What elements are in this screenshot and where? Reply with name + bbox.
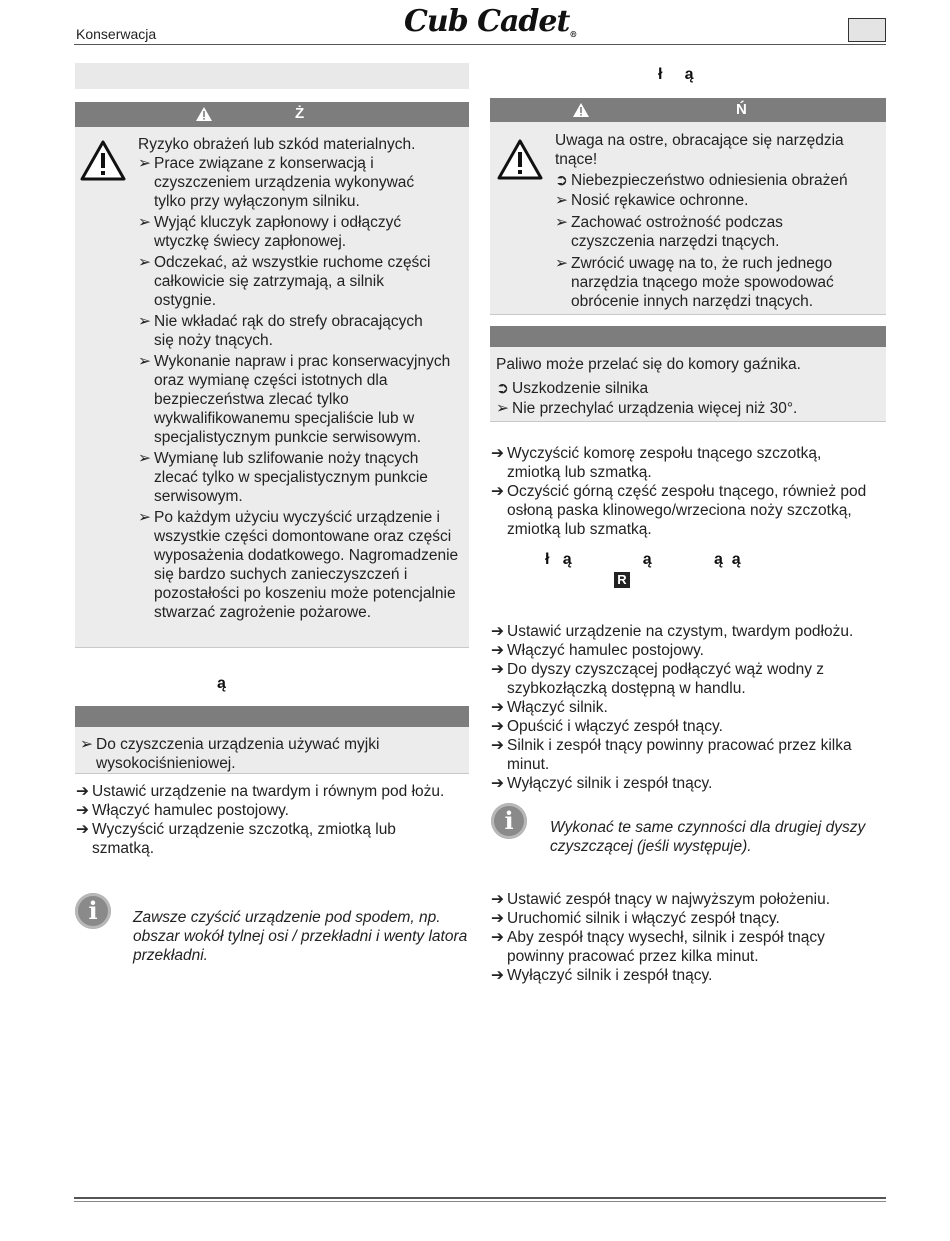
right-warning-list — [555, 171, 880, 311]
list-item: ➢ Wymianę lub szlifowanie noży tnących zlecać tylko w specjalistycznym punkcie serwisowym. — [138, 450, 428, 505]
step-item: ➔ Aby zespół tnący wysechł, silnik i zespół tnący powinny pracować przez kilka minut. — [491, 929, 825, 965]
consequence-item: ➲ Uszkodzenie silnika — [496, 380, 649, 397]
warning-small-icon — [572, 102, 590, 118]
list-item: ➢ Zwrócić uwagę na to, że ruch jednego narzędzia tnącego może spowodować obrócenie innych narzędzi tnących. — [555, 255, 834, 310]
list-item: ➢ Do czyszczenia urządzenia używać myjki wysokociśnieniowej. — [80, 736, 380, 772]
step-item: ➔ Wyczyścić urządzenie szczotką, zmiotką lub szmatką. — [76, 821, 396, 857]
right-steps-a — [491, 444, 876, 539]
list-item: ➢ Nie wkładać rąk do strefy obracających się noży tnących. — [138, 313, 423, 349]
right-notice-box — [490, 347, 886, 422]
list-item: ➢ Prace związane z konserwacją i czyszczeniem urządzenia wykonywać tylko przy wyłączonym silniku. — [138, 155, 415, 210]
right-steps-c — [491, 890, 871, 985]
left-warning-title: Ż — [295, 105, 305, 122]
step-item: ➔ Włączyć hamulec postojowy. — [491, 642, 704, 659]
right-notice-header — [490, 326, 886, 347]
consequence-item: ➲ Niebezpieczeństwo odniesienia obrażeń — [555, 172, 848, 189]
footer-rule — [74, 1201, 886, 1202]
warning-icon — [497, 138, 543, 180]
left-info-note: Zawsze czyścić urządzenie pod spodem, np. obszar wokół tylnej osi / przekładni i wenty latora przekładni. — [133, 909, 468, 964]
list-item: ➢ Wykonanie napraw i prac konserwacyjnych oraz wymianę części istotnych dla bezpieczeństwa zlecać tylko wykwalifikowanemu specjaliście lub w specjalistycznym punkcie serwisowym. — [138, 353, 451, 446]
warning-small-icon — [195, 106, 213, 122]
list-item: ➢ Wyjąć kluczyk zapłonowy i odłączyć wtyczkę świecy zapłonowej. — [138, 214, 402, 250]
info-icon: i — [75, 893, 111, 929]
left-subheading: ą — [217, 675, 226, 692]
step-item: ➔ Włączyć silnik. — [491, 699, 608, 716]
step-item: ➔ Włączyć hamulec postojowy. — [76, 802, 289, 819]
left-warning-box — [75, 127, 469, 648]
step-item: ➔ Uruchomić silnik i włączyć zespół tnący. — [491, 910, 780, 927]
cub-cadet-logo: Cub Cadet® — [404, 4, 577, 39]
left-section-bar — [75, 63, 469, 89]
info-icon: i — [491, 803, 527, 839]
step-item: ➔ Wyczyścić komorę zespołu tnącego szczotką, zmiotką lub szmatką. — [491, 445, 822, 481]
right-notice-lead: Paliwo może przelać się do komory gaźnika. — [496, 356, 801, 373]
left-notice-header — [75, 706, 469, 727]
warning-icon — [80, 139, 126, 181]
right-warning-title: Ń — [736, 101, 747, 118]
step-item: ➔ Silnik i zespół tnący powinny pracować przez kilka minut. — [491, 737, 852, 773]
r-badge: R — [614, 572, 630, 588]
section-title: Konserwacja — [76, 26, 157, 42]
left-steps — [76, 782, 446, 858]
left-notice-box — [75, 727, 469, 774]
right-warning-lead: Uwaga na ostre, obracające się narzędzia tnące! — [555, 132, 844, 168]
step-item: ➔ Ustawić zespół tnący w najwyższym położeniu. — [491, 891, 831, 908]
right-info-note: Wykonać te same czynności dla drugiej dyszy czyszczącej (jeśli występuje). — [550, 819, 866, 855]
step-item: ➔ Wyłączyć silnik i zespół tnący. — [491, 775, 713, 792]
step-item: ➔ Opuścić i włączyć zespół tnący. — [491, 718, 723, 735]
step-item: ➔ Wyłączyć silnik i zespół tnący. — [491, 967, 713, 984]
page-number-box — [848, 18, 886, 42]
step-item: ➔ Ustawić urządzenie na czystym, twardym podłożu. — [491, 623, 854, 640]
header-rule — [74, 44, 886, 45]
list-item: ➢ Nosić rękawice ochronne. — [555, 192, 749, 209]
right-warning-header — [490, 98, 886, 122]
list-item: ➢ Nie przechylać urządzenia więcej niż 30°. — [496, 400, 798, 417]
left-warning-header — [75, 102, 469, 127]
right-subheading: ł ą ą ą ą — [545, 551, 741, 568]
list-item: ➢ Po każdym użyciu wyczyścić urządzenie i wszystkie części domontowane oraz części wyposażenia dodatkowego. Nagromadzenie się bardzo suchych zanieczyszczeń i pozostałości po koszeniu może potencjalnie stwarzać zagrożenie pożarowe. — [138, 509, 459, 621]
step-item: ➔ Do dyszy czyszczącej podłączyć wąż wodny z szybkozłączką dostępną w handlu. — [491, 661, 825, 697]
right-steps-b — [491, 622, 886, 793]
left-warning-list — [138, 154, 463, 622]
list-item: ➢ Odczekać, aż wszystkie ruchome części całkowicie się zatrzymają, a silnik ostygnie. — [138, 254, 431, 309]
right-heading: ł ą — [658, 66, 694, 83]
list-item: ➢ Zachować ostrożność podczas czyszczenia narzędzi tnących. — [555, 214, 783, 250]
step-item: ➔ Oczyścić górną część zespołu tnącego, również pod osłoną paska klinowego/wrzeciona noży szczotką, zmiotką lub szmatką. — [491, 483, 867, 538]
right-warning-box — [490, 122, 886, 315]
step-item: ➔ Ustawić urządzenie na twardym i równym pod łożu. — [76, 783, 445, 800]
left-warning-lead: Ryzyko obrażeń lub szkód materialnych. — [138, 136, 416, 153]
footer-rule — [74, 1197, 886, 1199]
